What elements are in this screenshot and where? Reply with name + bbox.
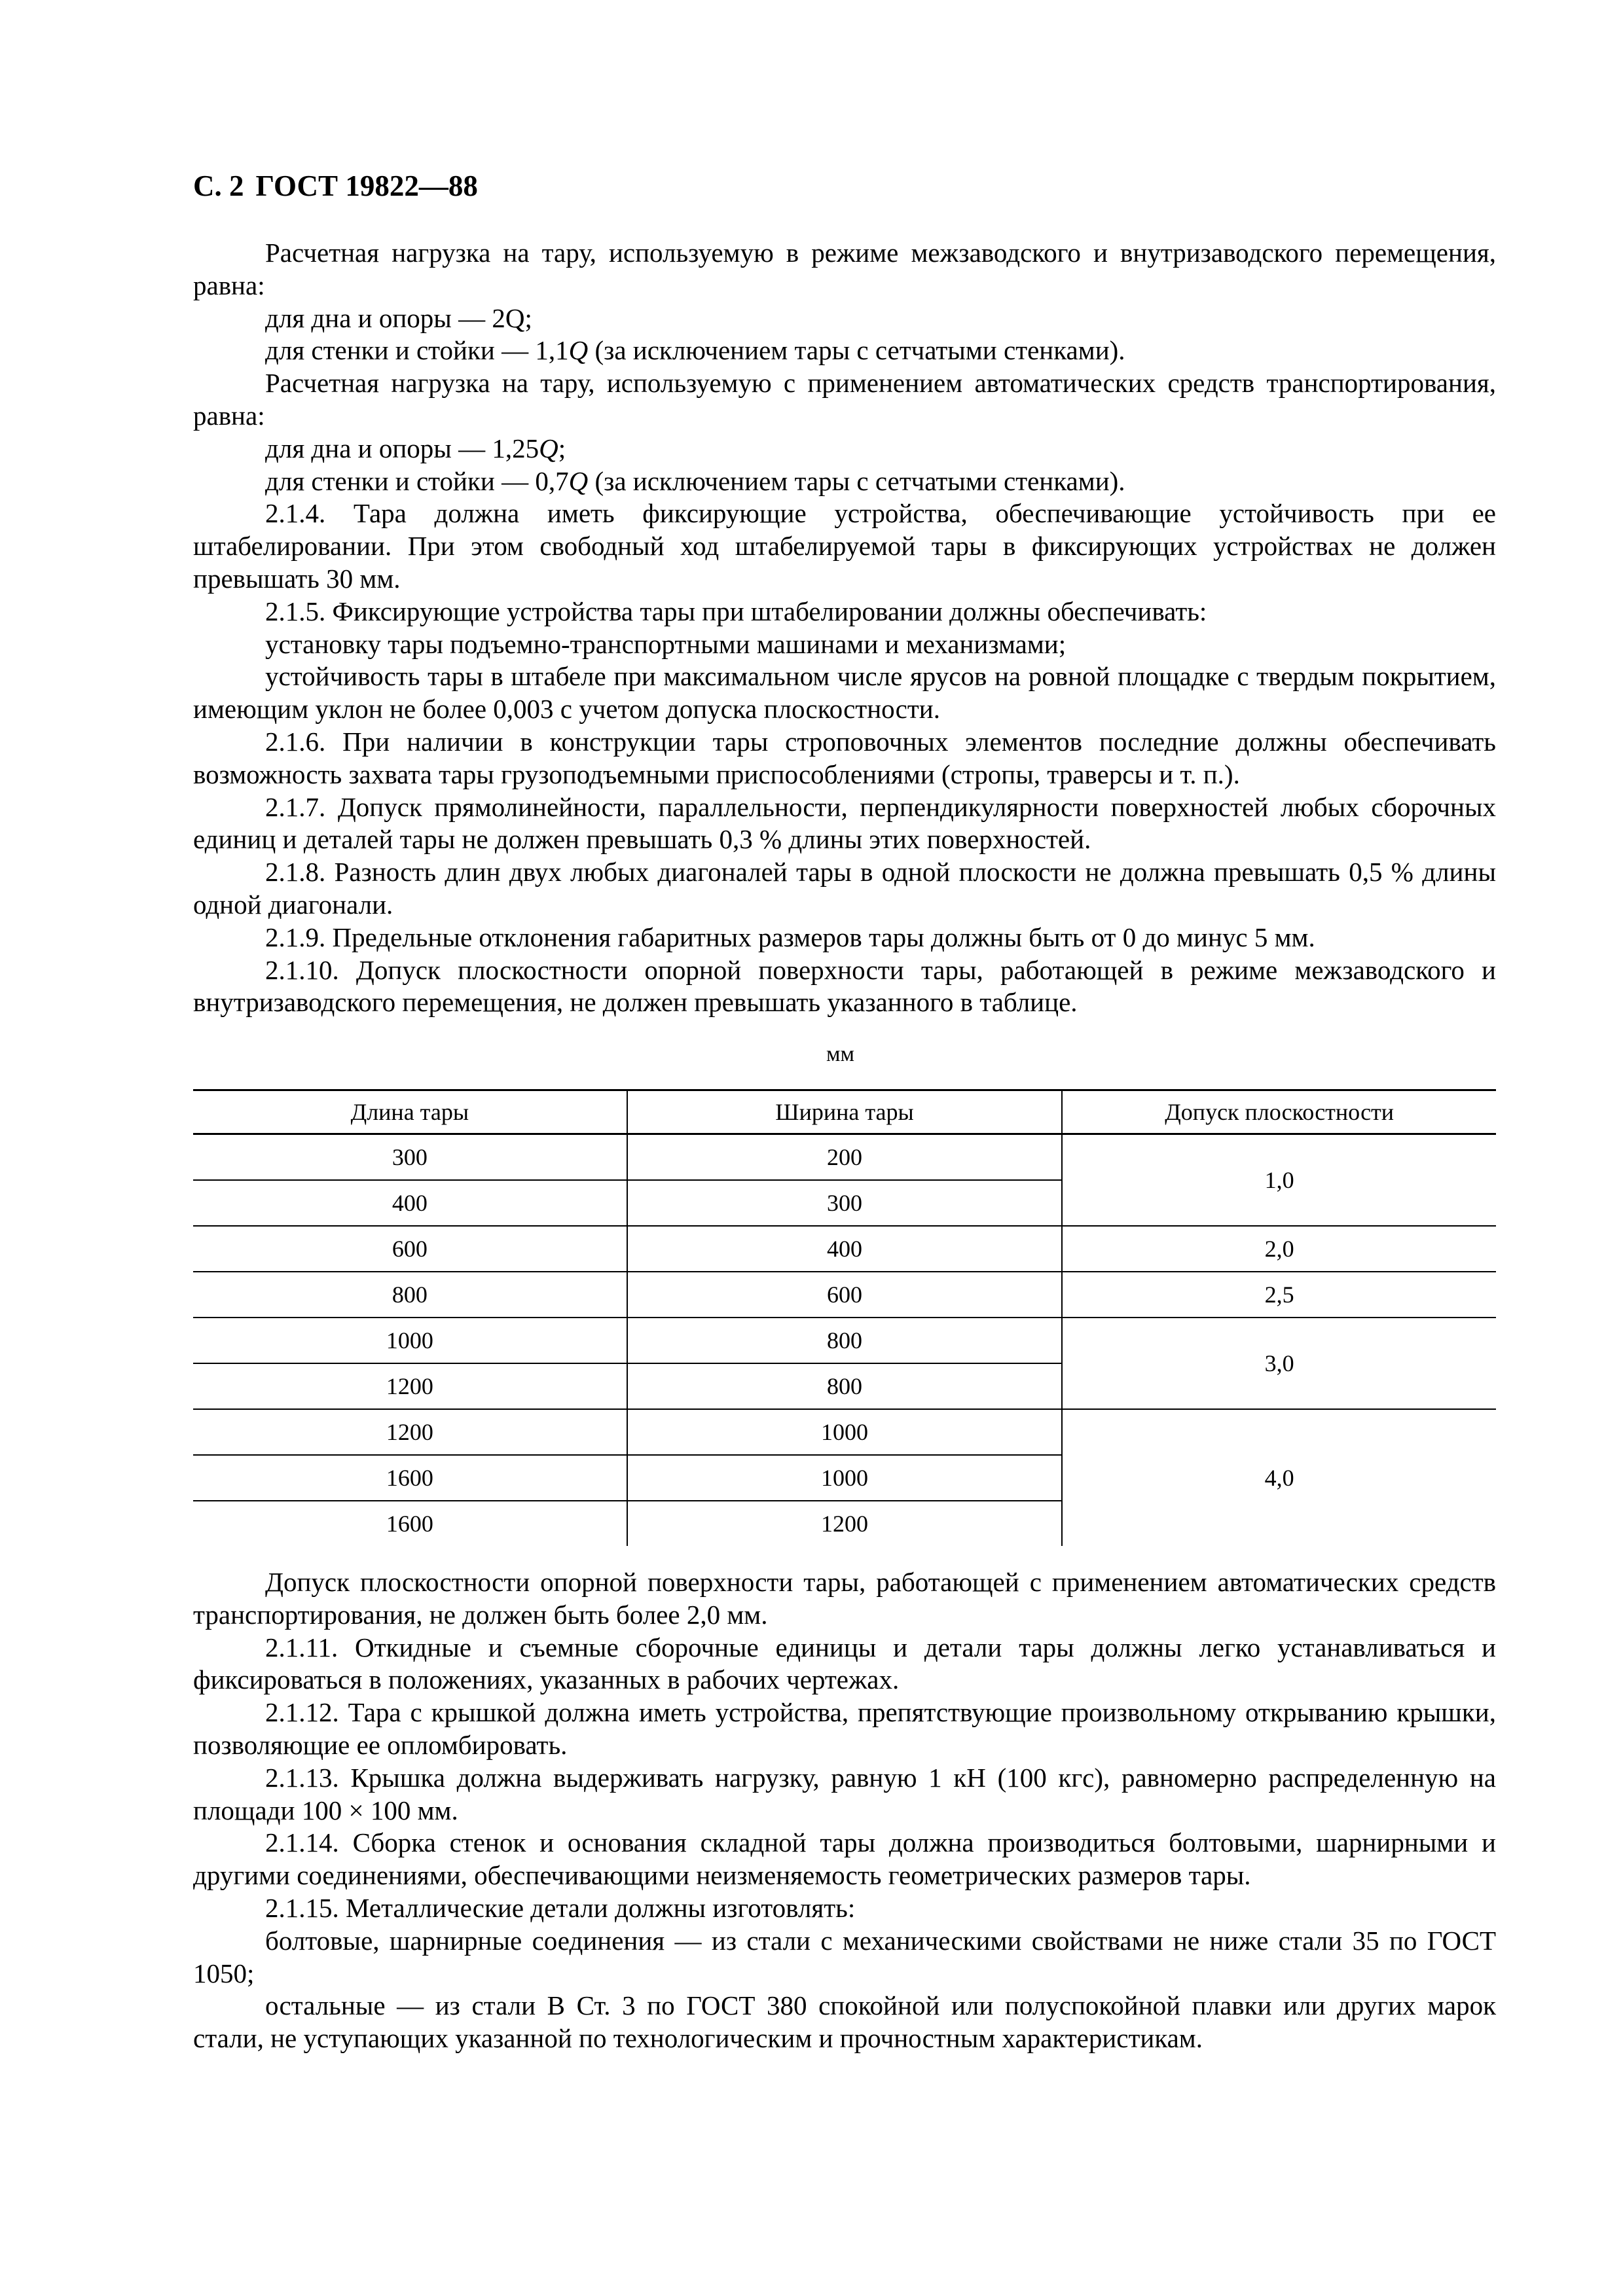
length-cell: 1200 <box>193 1363 627 1409</box>
length-cell: 300 <box>193 1134 627 1181</box>
paragraph: 2.1.14. Сборка стенок и основания складной тары должна производиться болтовыми, шарнирными и другими соединениями, обеспечивающими неизменяемость геометрических размеров тары. <box>193 1827 1496 1891</box>
column-header-length: Длина тары <box>193 1090 627 1134</box>
width-cell: 1000 <box>627 1409 1063 1455</box>
table-unit-label: мм <box>826 1042 855 1066</box>
length-cell: 1000 <box>193 1318 627 1363</box>
length-cell: 800 <box>193 1272 627 1318</box>
width-cell: 1000 <box>627 1455 1063 1501</box>
length-cell: 400 <box>193 1180 627 1226</box>
paragraph: болтовые, шарнирные соединения — из стали с механическими свойствами не ниже стали 35 по ГОСТ 1050; <box>193 1925 1496 1988</box>
width-cell: 300 <box>627 1180 1063 1226</box>
paragraph: для дна и опоры — 1,25Q; <box>265 433 566 463</box>
table-row <box>193 1272 1496 1318</box>
paragraph: для стенки и стойки — 0,7Q (за исключением тары с сетчатыми стенками). <box>265 465 1125 496</box>
paragraph: 2.1.4. Тара должна иметь фиксирующие устройства, обеспечивающие устойчивость при ее штабелировании. При этом свободный ход штабелируемой тары в фиксирующих устройствах не должен превышать 30 мм. <box>193 498 1496 594</box>
paragraph: для дна и опоры — 2Q; <box>265 302 532 333</box>
tolerance-cell: 2,0 <box>1062 1226 1496 1272</box>
paragraph: 2.1.7. Допуск прямолинейности, параллельности, перпендикулярности поверхностей любых сборочных единиц и деталей тары не должен превышать 0,3 % длины этих поверхностей. <box>193 791 1496 855</box>
column-header-tolerance: Допуск плоскостности <box>1062 1090 1496 1134</box>
length-cell: 600 <box>193 1226 627 1272</box>
paragraph: для стенки и стойки — 1,1Q (за исключением тары с сетчатыми стенками). <box>265 335 1125 366</box>
standard-number: ГОСТ 19822—88 <box>255 170 478 202</box>
paragraph: Расчетная нагрузка на тару, используемую в режиме межзаводского и внутризаводского перемещения, равна: <box>193 238 1496 300</box>
paragraph: 2.1.6. При наличии в конструкции тары строповочных элементов последние должны обеспечивать возможность захвата тары грузоподъемными приспособлениями (стропы, траверсы и т. п.). <box>193 726 1496 789</box>
paragraph: 2.1.5. Фиксирующие устройства тары при штабелировании должны обеспечивать: <box>265 596 1207 626</box>
paragraph: остальные — из стали В Ст. 3 по ГОСТ 380 спокойной или полуспокойной плавки или других марок стали, не уступающих указанной по технологическим и прочностным характеристикам. <box>193 1990 1496 2054</box>
table-row <box>193 1318 1496 1363</box>
page-header <box>193 169 490 203</box>
paragraph: 2.1.10. Допуск плоскостности опорной поверхности тары, работающей в режиме межзаводского и внутризаводского перемещения, не должен превышать указанного в таблице. <box>193 954 1496 1018</box>
width-cell: 400 <box>627 1226 1063 1272</box>
paragraph: 2.1.15. Металлические детали должны изготовлять: <box>265 1892 856 1923</box>
paragraph: 2.1.9. Предельные отклонения габаритных размеров тары должны быть от 0 до минус 5 мм. <box>265 922 1315 952</box>
paragraph: устойчивость тары в штабеле при максимальном числе ярусов на ровной площадке с твердым покрытием, имеющим уклон не более 0,003 с учетом допуска плоскостности. <box>193 661 1496 725</box>
page-number: С. 2 <box>193 170 244 202</box>
width-cell: 600 <box>627 1272 1063 1318</box>
tolerance-cell: 3,0 <box>1062 1318 1496 1409</box>
flatness-tolerance-table <box>193 1089 1496 1546</box>
table-row <box>193 1134 1496 1181</box>
tolerance-cell: 2,5 <box>1062 1272 1496 1318</box>
length-cell: 1200 <box>193 1409 627 1455</box>
paragraph: 2.1.8. Разность длин двух любых диагоналей тары в одной плоскости не должна превышать 0,5 % длины одной диагонали. <box>193 857 1496 920</box>
tolerance-cell: 1,0 <box>1062 1134 1496 1227</box>
paragraph: установку тары подъемно-транспортными машинами и механизмами; <box>265 628 1067 659</box>
text-block-top <box>193 237 1496 1019</box>
width-cell: 800 <box>627 1318 1063 1363</box>
paragraph: 2.1.11. Откидные и съемные сборочные единицы и детали тары должны легко устанавливаться и фиксироваться в положениях, указанных в рабочих чертежах. <box>193 1632 1496 1695</box>
paragraph: Расчетная нагрузка на тару, используемую с применением автоматических средств транспортирования, равна: <box>193 368 1496 431</box>
length-cell: 1600 <box>193 1455 627 1501</box>
width-cell: 1200 <box>627 1501 1063 1546</box>
paragraph: 2.1.13. Крышка должна выдерживать нагрузку, равную 1 кН (100 кгс), равномерно распределенную на площади 100 × 100 мм. <box>193 1762 1496 1825</box>
length-cell: 1600 <box>386 1511 433 1537</box>
table-row <box>193 1226 1496 1272</box>
width-cell: 800 <box>627 1363 1063 1409</box>
tolerance-cell: 4,0 <box>1062 1409 1496 1546</box>
width-cell: 200 <box>627 1134 1063 1181</box>
column-header-width: Ширина тары <box>627 1090 1063 1134</box>
text-block-bottom <box>193 1566 1496 2055</box>
paragraph: 2.1.12. Тара с крышкой должна иметь устройства, препятствующие произвольному открыванию крышки, позволяющие ее опломбировать. <box>193 1697 1496 1760</box>
table-row <box>193 1409 1496 1455</box>
paragraph: Допуск плоскостности опорной поверхности тары, работающей с применением автоматических средств транспортирования, не должен быть более 2,0 мм. <box>193 1567 1496 1630</box>
